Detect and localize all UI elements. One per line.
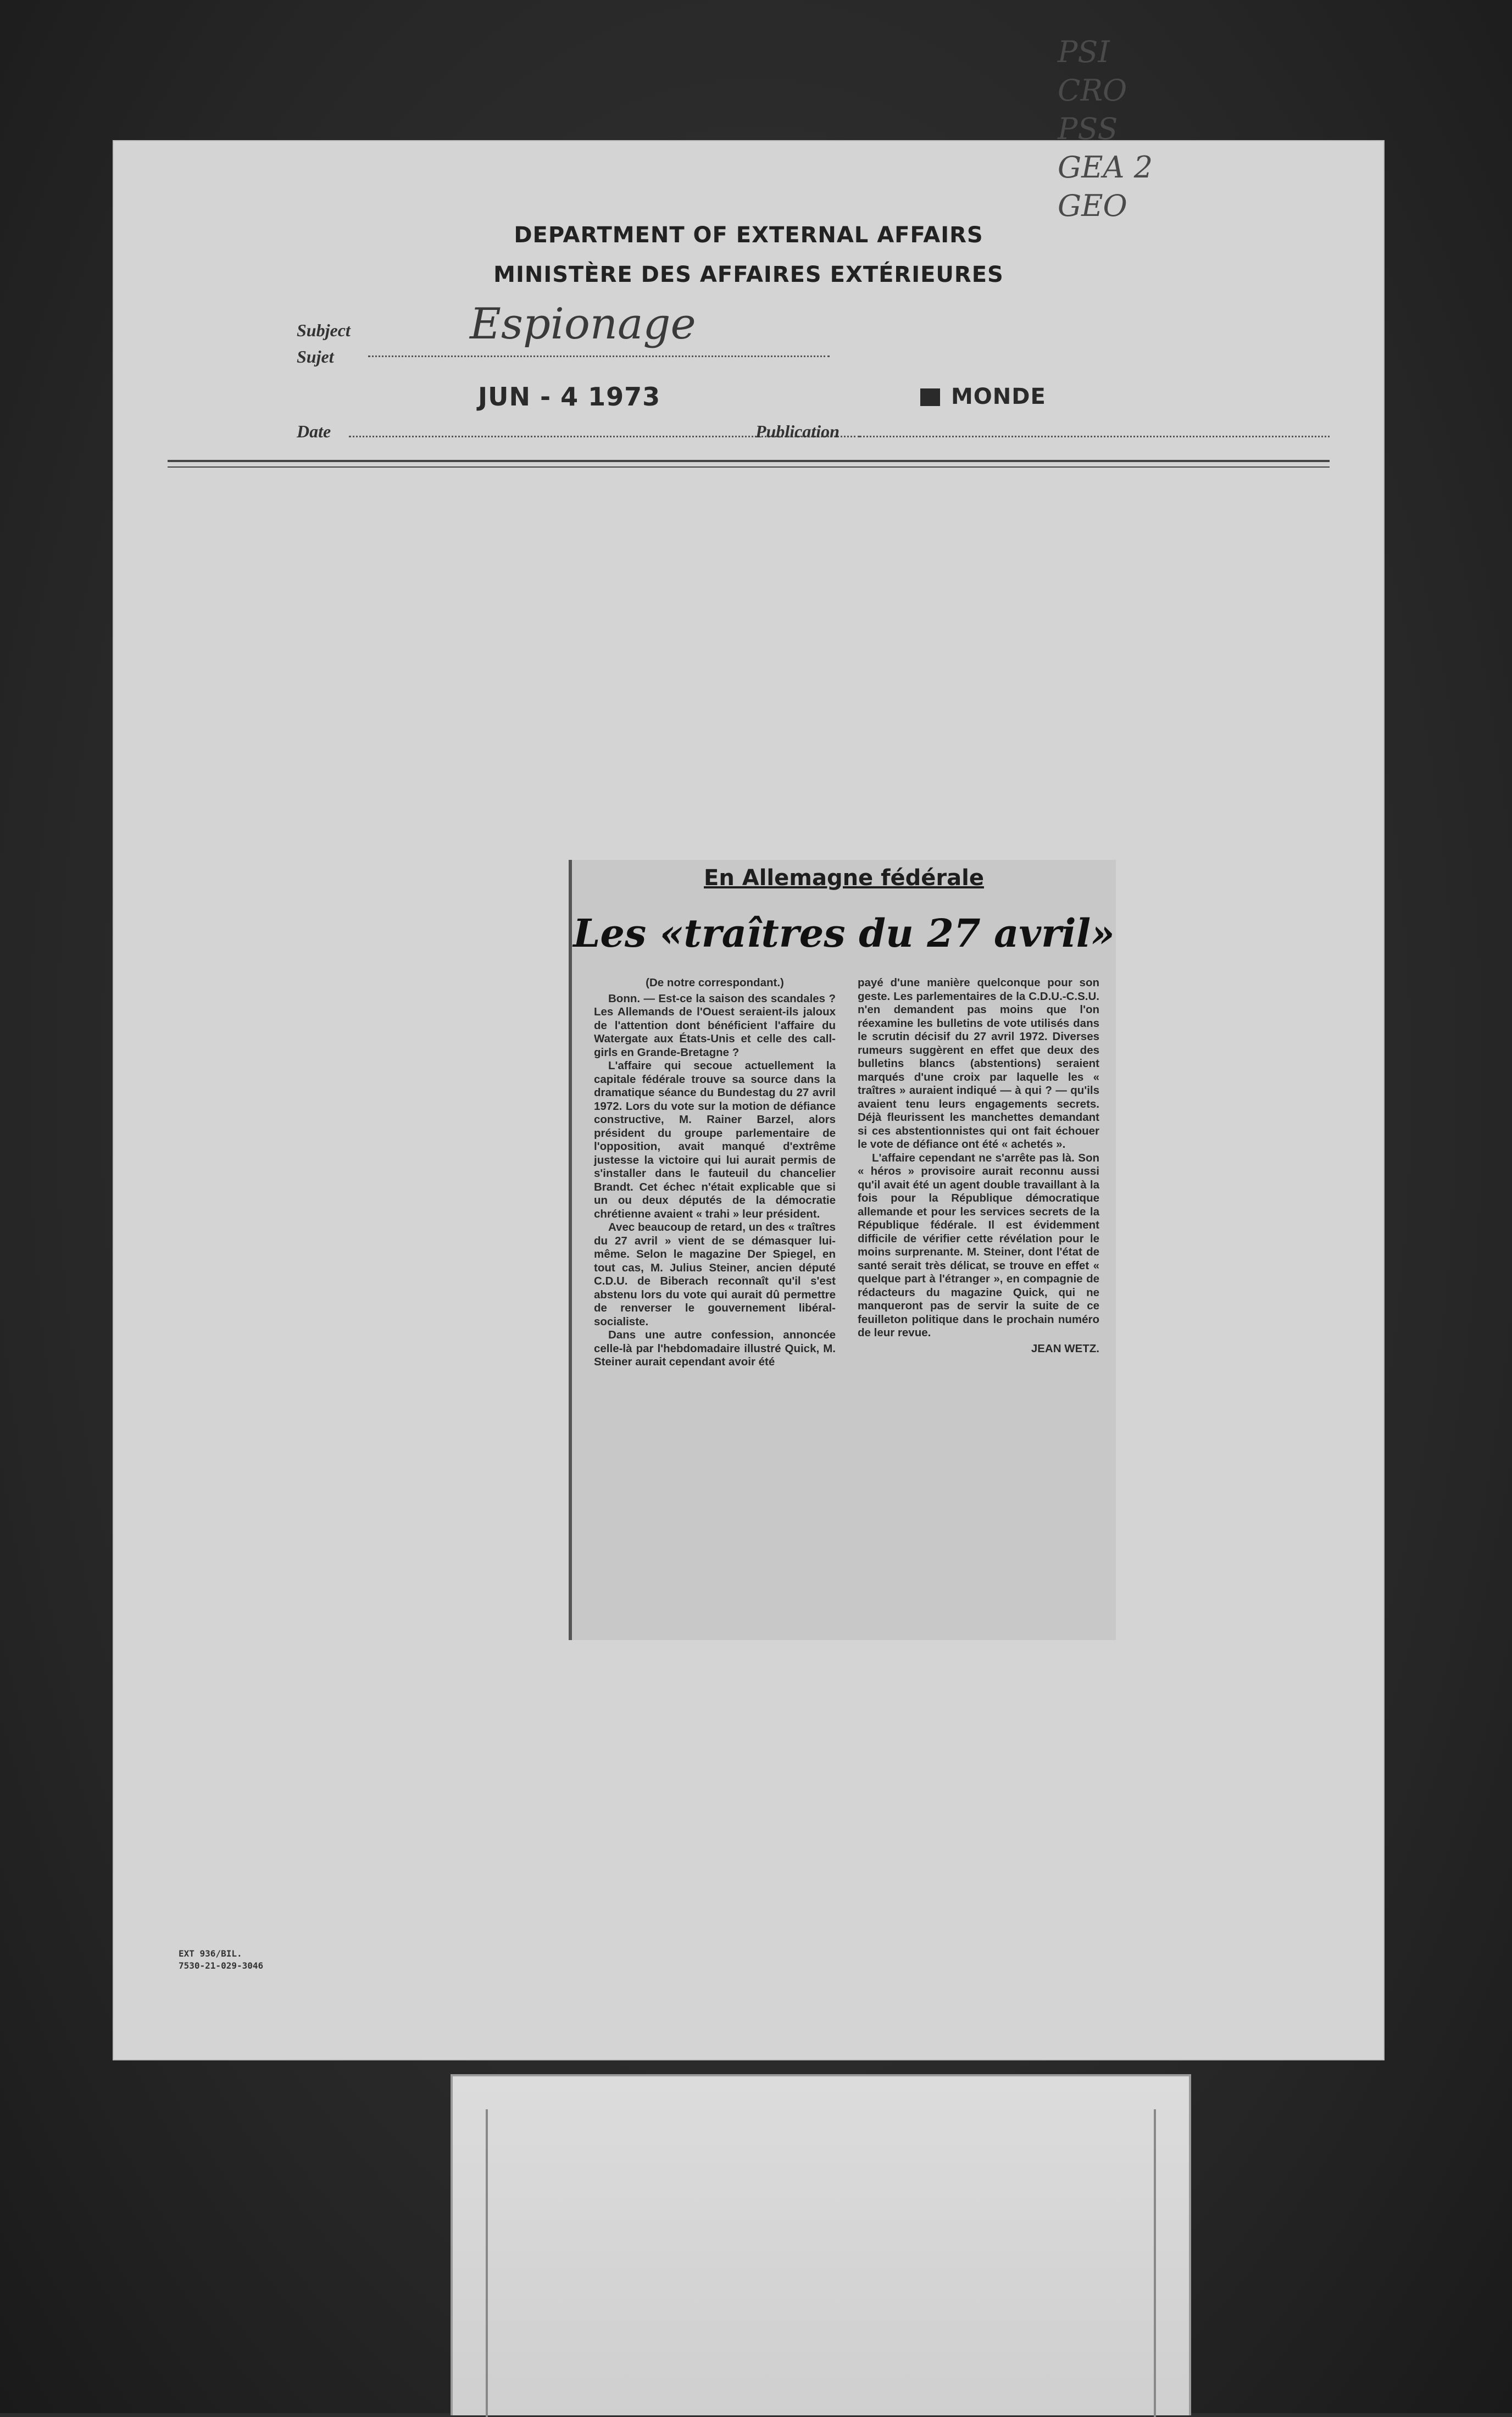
document-sheet — [113, 140, 1385, 2060]
clipping-kicker: En Allemagne fédérale — [704, 865, 984, 891]
department-title-fr: MINISTÈRE DES AFFAIRES EXTÉRIEURES — [493, 262, 1004, 287]
margin-handwritten-notes — [1058, 33, 1266, 225]
header-rule-top — [168, 460, 1330, 462]
margin-note: PSI — [1058, 35, 1110, 69]
form-code — [179, 1948, 263, 1972]
form-code-line2: 7530-21-029-3046 — [179, 1960, 264, 1971]
margin-note: PSS — [1058, 112, 1118, 146]
subject-handwritten: Espionage — [470, 299, 696, 349]
margin-note: GEO — [1058, 188, 1127, 223]
stamp-block-icon — [920, 388, 940, 406]
paragraph: L'affaire cependant ne s'arrête pas là. Son « héros » provisoire aurait reconnu aussi qu'il avait été un agent double travaillant à la fois pour la République démocratique allemande et pour les services secrets de la République fédérale. Il est évidemment difficile de vérifier cette révélation pour le moins surprenante. M. Steiner, dont l'état de santé serait très délicat, se trouve en effet « quelque part à l'étranger », en compagnie de rédacteurs du magazine Quick, qui ne manqueront pas de servir la suite de ce feuilleton politique dans le prochain numéro de leur revue. — [858, 1151, 1099, 1339]
form-code-line1: EXT 936/BIL. — [179, 1948, 242, 1959]
date-label: Date — [297, 421, 331, 441]
paragraph: Dans une autre confession, annoncée celle-là par l'hebdomadaire illustré Quick, M. Steiner aurait cependant avoir été — [594, 1329, 836, 1368]
paragraph: Bonn. — Est-ce la saison des scandales ? Les Allemands de l'Ouest seraient-ils jaloux de l'attention dont bénéficient l'affaire du Watergate aux États-Unis et celle des call-girls en Grande-Bretagne ? — [594, 992, 836, 1059]
margin-note: CRO — [1058, 73, 1127, 108]
paragraph: payé d'une manière quelconque pour son geste. Les parlementaires de la C.D.U.-C.S.U. n'en demandent pas moins que l'on réexamine les bulletins de vote utilisés dans le scrutin décisif du 27 avril 1972. Diverses rumeurs suggèrent en effet que deux des bulletins blancs (abstentions) seraient marqués d'une croix par laquelle les « traîtres » auraient indiqué — à qui ? — qu'ils avaient tenu leurs engagements secrets. Déjà fleurissent les manchettes demandant si ces abstentionnistes qui ont fait échouer le vote de défiance ont été « achetés ». — [858, 976, 1099, 1151]
paragraph: Avec beaucoup de retard, un des « traîtres du 27 avril » vient de se démasquer lui-même. Selon le magazine Der Spiegel, en tout cas, M. Julius Steiner, ancien député C.D.U. de Biberach reconnaît qu'il s'est abstenu lors du vote qui aurait dû permettre de renverser le gouvernement libéral-socialiste. — [594, 1221, 836, 1328]
sujet-label: Sujet — [297, 347, 334, 366]
date-stamp: JUN - 4 1973 — [478, 382, 661, 412]
film-holder-tray — [451, 2074, 1191, 2415]
clipping-title: Les «traîtres du 27 avril» — [573, 910, 1115, 956]
publication-label: Publication — [755, 421, 840, 441]
publication-stamp — [920, 384, 1046, 409]
subject-label: Subject — [297, 320, 351, 340]
publication-value: MONDE — [951, 384, 1046, 409]
header-rule-bottom — [168, 466, 1330, 468]
clipping-column-1 — [594, 976, 836, 1369]
signature: JEAN WETZ. — [1031, 1342, 1099, 1355]
margin-note: GEA 2 — [1058, 150, 1153, 185]
clipping-column-2 — [858, 976, 1099, 1355]
department-title-en: DEPARTMENT OF EXTERNAL AFFAIRS — [514, 223, 983, 248]
byline-intro: (De notre correspondant.) — [646, 976, 784, 989]
subject-dotted-line — [368, 355, 830, 357]
paragraph: L'affaire qui secoue actuellement la capitale fédérale trouve sa source dans la dramatique séance du Bundestag du 27 avril 1972. Lors du vote sur la motion de défiance constructive, M. Rainer Barzel, alors président du groupe parlementaire de l'opposition, avait manqué d'extrême justesse la victoire qui lui aurait permis de s'installer dans le fauteuil du chancelier Brandt. Cet échec n'était explicable que si un ou deux députés de la démocratie chrétienne avaient « trahi » leur président. — [594, 1059, 836, 1220]
publication-dotted-line — [860, 436, 1330, 437]
newspaper-clipping — [569, 860, 1116, 1640]
